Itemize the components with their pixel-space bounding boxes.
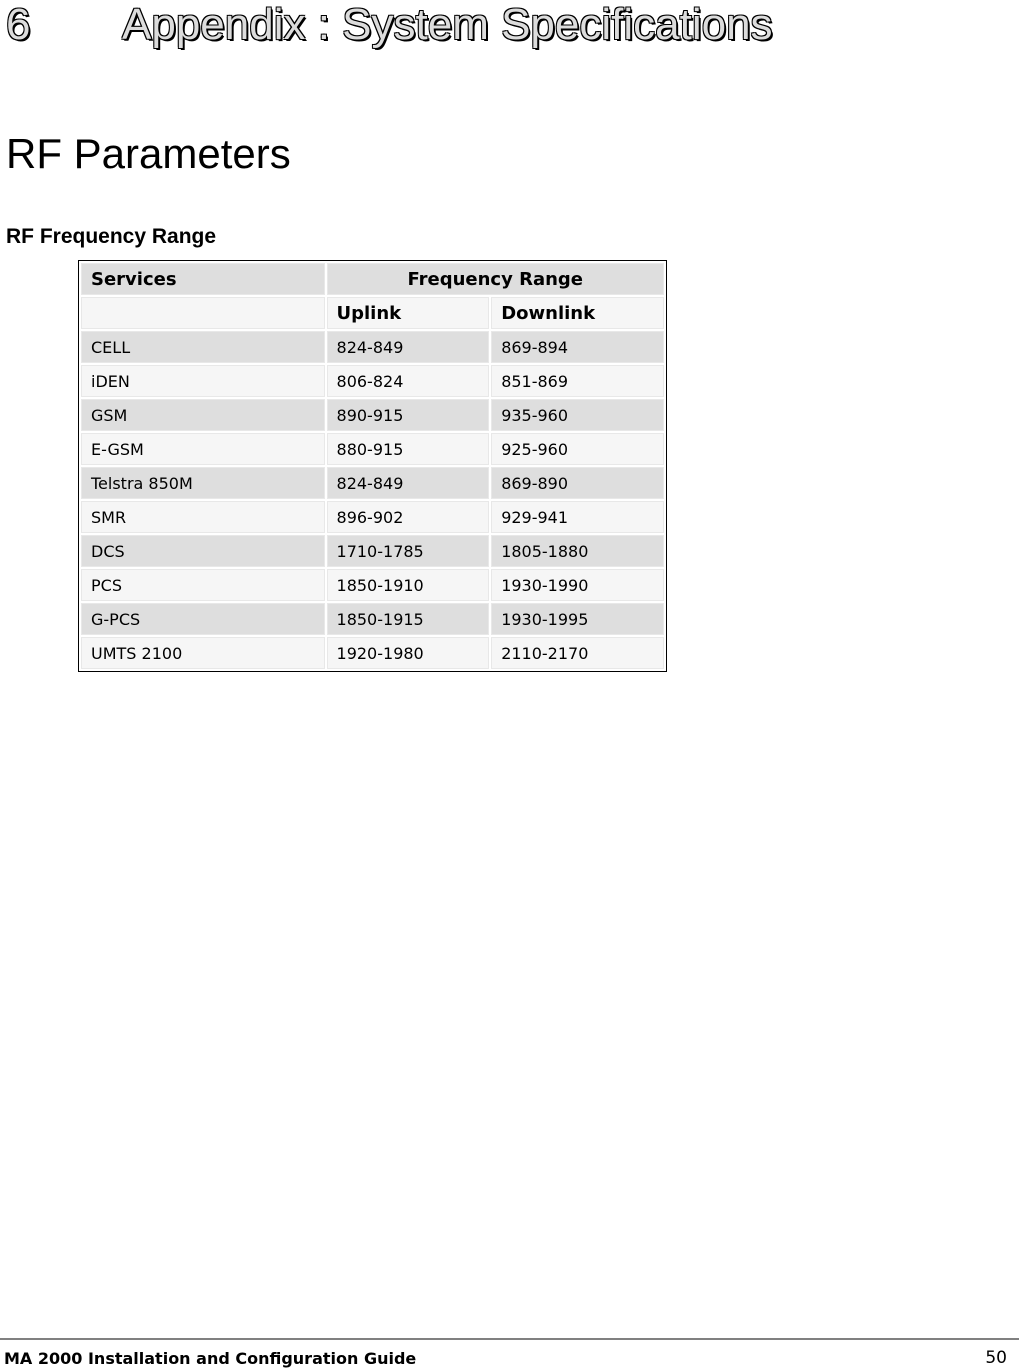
cell-uplink: 896-902 bbox=[327, 501, 490, 533]
footer-page-number: 50 bbox=[985, 1348, 1007, 1368]
cell-service: G-PCS bbox=[81, 603, 325, 635]
header-frequency-range: Frequency Range bbox=[327, 263, 664, 295]
header-uplink: Uplink bbox=[327, 297, 490, 329]
cell-uplink: 890-915 bbox=[327, 399, 490, 431]
cell-service: Telstra 850M bbox=[81, 467, 325, 499]
table-row bbox=[81, 603, 664, 635]
table-row bbox=[81, 637, 664, 669]
header-services: Services bbox=[81, 263, 325, 295]
header-empty-cell bbox=[81, 297, 325, 329]
cell-downlink: 2110-2170 bbox=[491, 637, 664, 669]
cell-service: DCS bbox=[81, 535, 325, 567]
cell-service: UMTS 2100 bbox=[81, 637, 325, 669]
chapter-number: 6 bbox=[6, 0, 31, 49]
cell-uplink: 880-915 bbox=[327, 433, 490, 465]
cell-service: PCS bbox=[81, 569, 325, 601]
cell-service: SMR bbox=[81, 501, 325, 533]
table-row bbox=[81, 535, 664, 567]
cell-uplink: 806-824 bbox=[327, 365, 490, 397]
cell-service: iDEN bbox=[81, 365, 325, 397]
cell-downlink: 851-869 bbox=[491, 365, 664, 397]
cell-downlink: 869-890 bbox=[491, 467, 664, 499]
cell-downlink: 869-894 bbox=[491, 331, 664, 363]
cell-uplink: 824-849 bbox=[327, 331, 490, 363]
footer-document-title: MA 2000 Installation and Configuration Guide bbox=[4, 1349, 417, 1368]
chapter-title: Appendix : System Specifications bbox=[122, 0, 773, 49]
table-header-row bbox=[81, 263, 664, 295]
cell-downlink: 935-960 bbox=[491, 399, 664, 431]
table-row bbox=[81, 569, 664, 601]
cell-uplink: 1850-1910 bbox=[327, 569, 490, 601]
cell-downlink: 1930-1995 bbox=[491, 603, 664, 635]
table-row bbox=[81, 467, 664, 499]
cell-service: GSM bbox=[81, 399, 325, 431]
table-row bbox=[81, 433, 664, 465]
cell-uplink: 1710-1785 bbox=[327, 535, 490, 567]
chapter-heading bbox=[6, 0, 1006, 50]
cell-uplink: 1920-1980 bbox=[327, 637, 490, 669]
table-row bbox=[81, 399, 664, 431]
cell-service: CELL bbox=[81, 331, 325, 363]
section-heading: RF Parameters bbox=[6, 130, 291, 177]
cell-service: E-GSM bbox=[81, 433, 325, 465]
subsection-heading: RF Frequency Range bbox=[6, 225, 217, 248]
table-subheader-row bbox=[81, 297, 664, 329]
frequency-range-table bbox=[78, 260, 667, 672]
cell-downlink: 1930-1990 bbox=[491, 569, 664, 601]
cell-downlink: 1805-1880 bbox=[491, 535, 664, 567]
cell-downlink: 929-941 bbox=[491, 501, 664, 533]
table-row bbox=[81, 331, 664, 363]
cell-uplink: 824-849 bbox=[327, 467, 490, 499]
header-downlink: Downlink bbox=[491, 297, 664, 329]
cell-downlink: 925-960 bbox=[491, 433, 664, 465]
footer-divider bbox=[0, 1338, 1019, 1340]
table-row bbox=[81, 365, 664, 397]
table-row bbox=[81, 501, 664, 533]
cell-uplink: 1850-1915 bbox=[327, 603, 490, 635]
